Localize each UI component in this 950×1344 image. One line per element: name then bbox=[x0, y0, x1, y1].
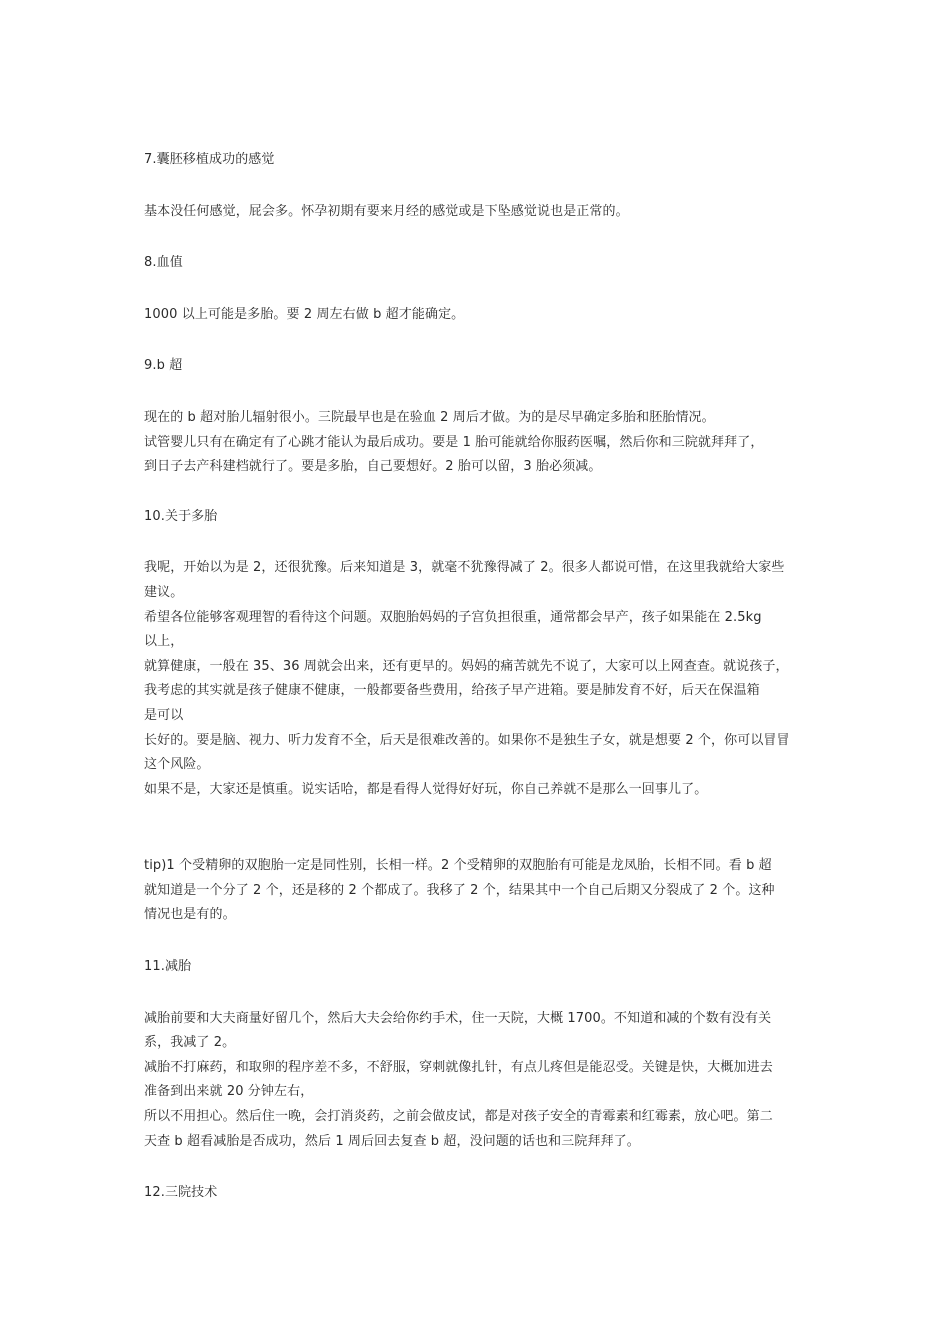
paragraph-line: 减胎前要和大夫商量好留几个，然后大夫会给你约手术，住一天院，大概 1700。不知道和减的个数有没有关 bbox=[144, 1010, 772, 1026]
paragraph-line: 现在的 b 超对胎儿辐射很小。三院最早也是在验血 2 周后才做。为的是尽早确定多胎和胚胎情况。 bbox=[144, 409, 715, 425]
paragraph-line: 我呢，开始以为是 2，还很犹豫。后来知道是 3，就毫不犹豫得减了 2。很多人都说可惜，在这里我就给大家些 bbox=[144, 560, 785, 576]
section-heading-12: 12.三院技术 bbox=[144, 1185, 218, 1201]
paragraph-line: 这个风险。 bbox=[144, 757, 210, 773]
paragraph-line: 是可以 bbox=[144, 707, 184, 723]
paragraph-line: 就算健康，一般在 35、36 周就会出来，还有更早的。妈妈的痛苦就先不说了，大家可以上网查查。就说孩子， bbox=[144, 658, 789, 674]
paragraph-line: 我考虑的其实就是孩子健康不健康，一般都要备些费用，给孩子早产进箱。要是肺发育不好，后天在保温箱 bbox=[144, 683, 760, 699]
paragraph-line: 长好的。要是脑、视力、听力发育不全，后天是很难改善的。如果你不是独生子女，就是想要 2 个，你可以冒冒 bbox=[144, 732, 790, 748]
paragraph-line: 建议。 bbox=[144, 584, 184, 600]
paragraph-line: 如果不是，大家还是慎重。说实话哈，都是看得人觉得好好玩，你自己养就不是那么一回事儿了。 bbox=[144, 781, 708, 797]
paragraph-line: 减胎不打麻药，和取卵的程序差不多，不舒服，穿刺就像扎针，有点儿疼但是能忍受。关键是快，大概加进去 bbox=[144, 1059, 773, 1075]
section-heading-7: 7.囊胚移植成功的感觉 bbox=[144, 152, 275, 167]
paragraph-line: 希望各位能够客观理智的看待这个问题。双胞胎妈妈的子宫负担很重，通常都会早产，孩子如果能在 2.5kg bbox=[144, 609, 762, 625]
paragraph-line: 准备到出来就 20 分钟左右， bbox=[144, 1084, 314, 1100]
document-body bbox=[144, 148, 808, 1206]
paragraph-line: 到日子去产科建档就行了。要是多胎，自己要想好。2 胎可以留，3 胎必须减。 bbox=[144, 459, 602, 475]
paragraph-line: 系，我减了 2。 bbox=[144, 1035, 236, 1051]
paragraph-line: tip)1 个受精卵的双胞胎一定是同性别，长相一样。2 个受精卵的双胞胎有可能是龙凤胎，长相不同。看 b 超 bbox=[144, 858, 772, 874]
paragraph-line: 天查 b 超看减胎是否成功，然后 1 周后回去复查 b 超，没问题的话也和三院拜拜了。 bbox=[144, 1133, 640, 1149]
section-heading-9: 9.b 超 bbox=[144, 358, 183, 374]
section-heading-10: 10.关于多胎 bbox=[144, 508, 218, 524]
paragraph-line: 情况也是有的。 bbox=[144, 907, 236, 923]
paragraph-line: 1000 以上可能是多胎。要 2 周左右做 b 超才能确定。 bbox=[144, 306, 465, 322]
paragraph-line: 试管婴儿只有在确定有了心跳才能认为最后成功。要是 1 胎可能就给你服药医嘱，然后你和三院就拜拜了， bbox=[144, 434, 764, 450]
section-heading-8: 8.血值 bbox=[144, 255, 183, 271]
section-heading-11: 11.减胎 bbox=[144, 959, 192, 975]
paragraph-line: 以上， bbox=[144, 634, 184, 650]
paragraph-line: 就知道是一个分了 2 个，还是移的 2 个都成了。我移了 2 个，结果其中一个自己后期又分裂成了 2 个。这种 bbox=[144, 882, 775, 898]
paragraph-line: 基本没任何感觉，屁会多。怀孕初期有要来月经的感觉或是下坠感觉说也是正常的。 bbox=[144, 203, 629, 219]
paragraph-line: 所以不用担心。然后住一晚，会打消炎药，之前会做皮试，都是对孩子安全的青霉素和红霉素，放心吧。第二 bbox=[144, 1109, 773, 1125]
